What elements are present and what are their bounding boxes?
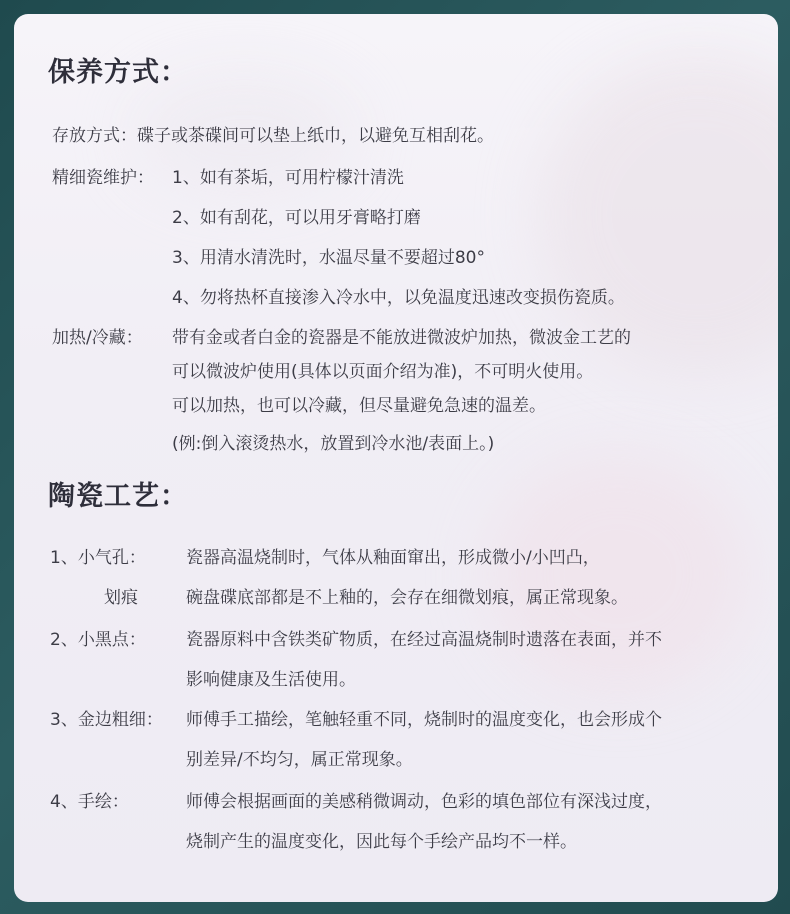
storage-label: 存放方式：	[52, 126, 137, 146]
craft-item-label: 2、小黑点：	[50, 630, 146, 650]
craft-item-label: 4、手绘：	[50, 792, 129, 812]
craft-item-label: 3、金边粗细：	[50, 710, 163, 730]
heating-line: 可以微波炉使用(具体以页面介绍为准)，不可明火使用。	[172, 362, 594, 382]
fine-care-label: 精细瓷维护：	[52, 168, 154, 188]
craft-item-line: 师傅手工描绘，笔触轻重不同，烧制时的温度变化，也会形成个	[186, 710, 662, 730]
storage-text: 碟子或茶碟间可以垫上纸巾，以避免互相刮花。	[137, 126, 494, 146]
craft-item-line: 别差异/不均匀，属正常现象。	[186, 750, 413, 770]
fine-care-item: 4、勿将热杯直接渗入冷水中，以免温度迅速改变损伤瓷质。	[172, 288, 625, 308]
background-glow	[488, 454, 748, 694]
craft-item-line: 影响健康及生活使用。	[186, 670, 356, 690]
craft-item-label: 1、小气孔：	[50, 548, 146, 568]
craft-item-label: 划痕	[104, 588, 138, 608]
heating-line: (例:倒入滚烫热水，放置到冷水池/表面上。)	[172, 434, 495, 454]
info-card	[14, 14, 778, 902]
craft-item-line: 烧制产生的温度变化，因此每个手绘产品均不一样。	[186, 832, 577, 852]
fine-care-item: 2、如有刮花，可以用牙膏略打磨	[172, 208, 421, 228]
care-section-title: 保养方式：	[48, 56, 188, 90]
craft-item-line: 瓷器原料中含铁类矿物质，在经过高温烧制时遗落在表面，并不	[186, 630, 662, 650]
craft-item-line: 碗盘碟底部都是不上釉的，会存在细微划痕，属正常现象。	[186, 588, 628, 608]
fine-care-item: 3、用清水清洗时，水温尽量不要超过80°	[172, 248, 485, 268]
heating-line: 带有金或者白金的瓷器是不能放进微波炉加热，微波金工艺的	[172, 328, 631, 348]
storage-row	[52, 124, 494, 148]
fine-care-item: 1、如有茶垢，可用柠檬汁清洗	[172, 168, 404, 188]
heating-line: 可以加热，也可以冷藏，但尽量避免急速的温差。	[172, 396, 546, 416]
craft-item-line: 瓷器高温烧制时，气体从釉面窜出，形成微小/小凹凸，	[186, 548, 600, 568]
craft-item-line: 师傅会根据画面的美感稍微调动，色彩的填色部位有深浅过度，	[186, 792, 662, 812]
craft-section-title: 陶瓷工艺：	[48, 480, 188, 514]
heating-label: 加热/冷藏：	[52, 328, 143, 348]
